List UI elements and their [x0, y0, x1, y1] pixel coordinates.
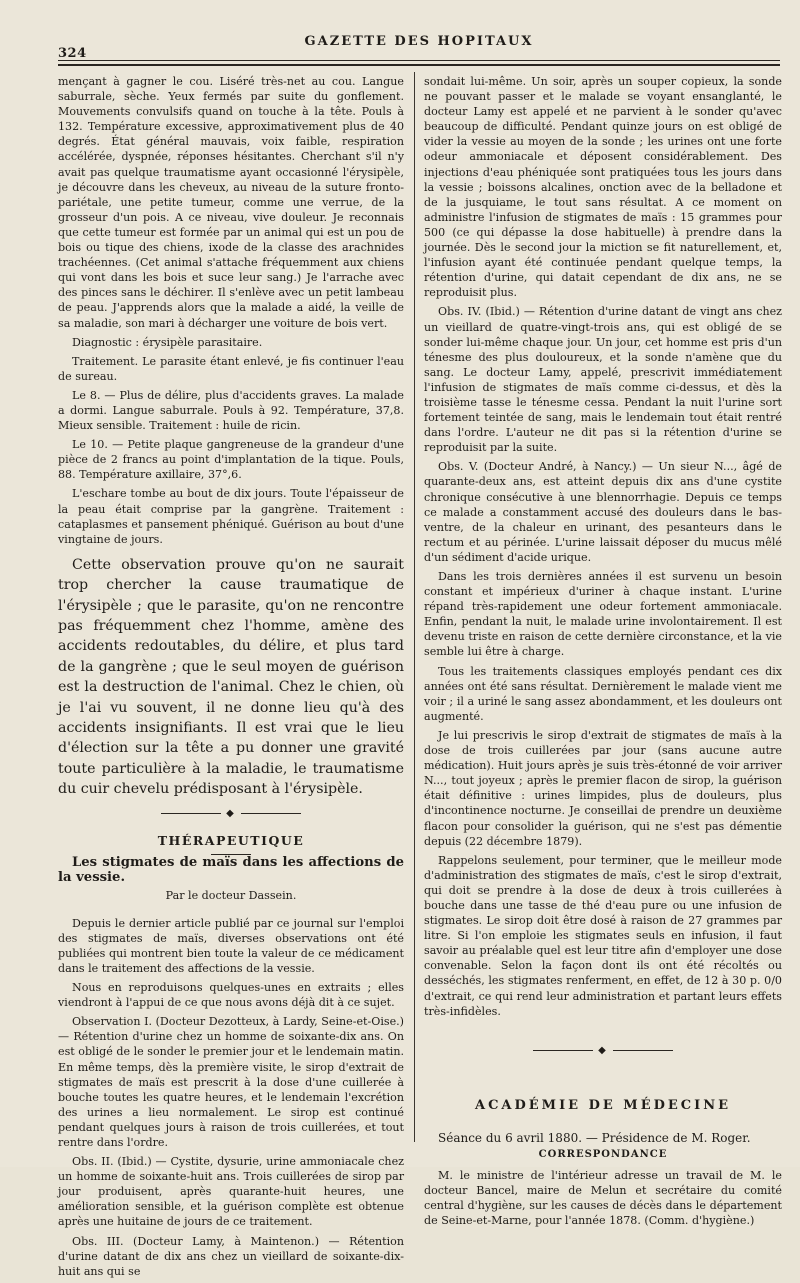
observation-5-paragraph-2: Dans les trois dernières années il est survenu un besoin constant et impérieux d'uriner à chaque instant. L'urine répand très-rapidement une odeur fortement ammoniacale. Enfin, pendant la nuit, le malade urine involontairement. Il est devenu triste en raison de cette dernière circonstance, et la vie semble lui être à charge. — [424, 570, 782, 659]
observation-5: Obs. V. (Docteur André, à Nancy.) — Un sieur N..., âgé de quarante-deux ans, est atteint depuis dix ans d'une cystite chronique consécutive à une blennorrhagie. Depuis ce temps ce malade a constamment accusé des douleurs dans le bas-ventre, de la chaleur en urinant, des pesanteurs dans le rectum et au périnée. L'urine laissait déposer du mucus mêlé d'un sédiment d'acide urique. — [424, 460, 782, 564]
intro-paragraph-2: Nous en reproduisons quelques-unes en extraits ; elles viendront à l'appui de ce que nous avons déjà dit à ce sujet. — [58, 981, 404, 1010]
treatment-paragraph: Traitement. Le parasite étant enlevé, je fis continuer l'eau de sureau. — [58, 354, 404, 383]
page-header — [58, 34, 780, 61]
observation-3-end: sondait lui-même. Un soir, après un souper copieux, la sonde ne pouvant passer et le malade se voyant ensanglanté, le docteur Lamy est appelé et ne parvient à le sonder qu'avec beaucoup de difficulté. Pendant quinze jours on est obligé de vider la vessie au moyen de la sonde ; les urines ont une forte odeur ammoniacale et déposent considérablement. Des injections d'eau phéniquée sont pratiquées tous les jours dans la vessie ; boissons alcalines, onction avec de la belladone et de la jusquiame, le tout sans résultat. A ce moment on administre l'infusion de stigmates de maïs : 15 grammes pour 500 (ce qui dépasse la dose habituelle) à prendre dans la journée. Dès le second jour la miction se fit naturellement, et, l'infusion ayant été continuée pendant quelque temps, la rétention d'urine, qui datait cependant de dix ans, ne se reproduisit plus. — [424, 75, 782, 300]
right-column — [424, 74, 782, 1232]
article-author: Par le docteur Dassein. — [165, 888, 297, 902]
header-rule — [58, 60, 780, 61]
observation-2: Obs. II. (Ibid.) — Cystite, dysurie, urine ammoniacale chez un homme de soixante-huit ans. Trois cuillerées de sirop par jour produisent, après quarante-huit heures, une amélioration sensible, et la guérison complète est obtenue après une huitaine de jours de ce traitement. — [58, 1155, 404, 1229]
observation-5-paragraph-3: Tous les traitements classiques employés pendant ces dix années ont été sans résultat. Dernièrement le malade vient me voir ; il a uriné le sang assez abondamment, et les douleurs ont augmenté. — [424, 664, 782, 723]
header-rule-double — [58, 64, 780, 66]
ornament-divider: ◆ — [58, 808, 404, 819]
ministre-paragraph: M. le ministre de l'intérieur adresse un travail de M. le docteur Bancel, maire de Melun et secrétaire du comité central d'hygiène, sur les causes de décès dans le département de Seine-et-Marne, pour l'année 1878. (Comm. d'hygiène.) — [424, 1168, 782, 1227]
observation-4: Obs. IV. (Ibid.) — Rétention d'urine datant de vingt ans chez un vieillard de quatre-vingt-trois ans, qui est obligé de se sonder lui-même chaque jour. Un jour, cet homme est pris d'un ténesme des plus douloureux, et la sonde n'amène que du sang. Le docteur Lamy, appelé, prescrivit immédiatement l'infusion de stigmates de maïs comme ci-dessus, et dès la troisième tasse le ténesme cessa. Pendant la nuit l'urine sort fortement teintée de sang, mais le lendemain tout était rentré dans l'ordre. L'auteur ne dit pas si la rétention d'urine se reproduisit par la suite. — [424, 305, 782, 455]
observation-3-start: Obs. III. (Docteur Lamy, à Maintenon.) — Rétention d'urine datant de dix ans chez un vieillard de soixante-dix-huit ans qui se — [58, 1234, 404, 1278]
academie-title: ACADÉMIE DE MÉDECINE — [474, 1097, 731, 1113]
continued-paragraph: mençant à gagner le cou. Liséré très-net au cou. Langue saburrale, sèche. Yeux fermés par suite du gonflement. Mouvements convulsifs quand on touche à la tête. Pouls à 132. Température excessive, approximativement plus de 40 degrés. État général mauvais, voix faible, respiration accélérée, dyspnée, réponses hésitantes. Cherchant s'il n'y avait pas quelque traumatisme ayant occasionné l'érysipèle, je découvre dans les cheveux, au niveau de la suture fronto-pariétale, une petite tumeur, comme une verrue, de la grosseur d'un pois. A ce niveau, vive douleur. Je reconnais que cette tumeur est formée par un animal qui est un pou de bois ou tique des chiens, ixode de la classe des arachnides trachéennes. (Cet animal s'attache fréquemment aux chiens qui vont dans les bois et suce leur sang.) Je l'arrache avec des pinces sans le déchirer. Il s'enlève avec un petit lambeau de peau. J'apprends alors que la malade a aidé, la veille de sa maladie, son mari à décharger une voiture de bois vert. — [58, 75, 404, 330]
page-number: 324 — [58, 46, 87, 61]
intro-paragraph-1: Depuis le dernier article publié par ce journal sur l'emploi des stigmates de maïs, diverses observations ont été publiées qui montrent bien toute la valeur de ce médicament dans le traitement des affections de la vessie. — [58, 916, 404, 975]
column-divider — [414, 72, 415, 1142]
diagnostic-paragraph: Diagnostic : érysipèle parasitaire. — [72, 335, 263, 349]
day-8-paragraph: Le 8. — Plus de délire, plus d'accidents graves. La malade a dormi. Langue saburrale. Pouls à 92. Température, 37,8. Mieux sensible. Traitement : huile de ricin. — [58, 388, 404, 433]
conclusion-paragraph: Cette observation prouve qu'on ne saurait trop chercher la cause traumatique de l'érysipèle ; que le parasite, qu'on ne rencontre pas fréquemment chez l'homme, amène des accidents redoutables, du délire, et plus tard de la gangrène ; que le seul moyen de guérison est la destruction de l'animal. Chez le chien, où je l'ai vu souvent, il ne donne lieu qu'à des accidents insignifiants. Il est vrai que le lieu d'élection sur la tête a pu donner une gravité toute particulière à la maladie, le traumatisme du cuir chevelu prédisposant à l'érysipèle. — [58, 556, 404, 798]
seance-line: Séance du 6 avril 1880. — Présidence de M. Roger. — [438, 1130, 751, 1145]
left-column — [58, 74, 404, 1283]
correspondance-heading: CORRESPONDANCE — [538, 1148, 668, 1160]
closing-paragraph: Rappelons seulement, pour terminer, que le meilleur mode d'administration des stigmates de maïs, c'est le sirop d'extrait, qui doit se prendre à la dose de deux à trois cuillerées à bouche dans une tasse de thé d'eau pure ou une infusion de stigmates. Le sirop doit être dosé à raison de 27 grammes par litre. Si l'on emploie les stigmates seuls en infusion, il faut savoir au préalable quel est leur titre afin d'employer une dose convenable. Selon la façon dont ils ont été récoltés ou desséchés, les stigmates renferment, en effet, de 12 à 30 p. 0/0 d'extrait, ce qui rend leur administration et partant leurs effets très-infidèles. — [424, 853, 782, 1018]
eschare-paragraph: L'eschare tombe au bout de dix jours. Toute l'épaisseur de la peau était comprise par la gangrène. Traitement : cataplasmes et pansement phéniqué. Guérison au bout d'une vingtaine de jours. — [58, 487, 404, 546]
day-10-paragraph: Le 10. — Petite plaque gangreneuse de la grandeur d'une pièce de 2 francs au point d'implantation de la tique. Pouls, 88. Température axillaire, 37°,6. — [58, 438, 404, 482]
section-title: THÉRAPEUTIQUE — [157, 832, 305, 848]
ornament-divider-right: ◆ — [424, 1045, 782, 1056]
observation-5-paragraph-4: Je lui prescrivis le sirop d'extrait de stigmates de maïs à la dose de trois cuillerées par jour (sans aucune autre médication). Huit jours après je suis très-étonné de voir arriver N..., tout joyeux ; après le premier flacon de sirop, la guérison était définitive : urines limpides, plus de douleurs, plus d'incontinence nocturne. Je conseillai de prendre un deuxième flacon pour consolider la guérison, qui ne s'est pas démentie depuis (22 décembre 1879). — [424, 728, 782, 848]
article-title: Les stigmates de maïs dans les affections de la vessie. — [58, 854, 404, 885]
running-title: GAZETTE DES HOPITAUX — [304, 34, 534, 49]
observation-1: Observation I. (Docteur Dezotteux, à Lardy, Seine-et-Oise.) — Rétention d'urine chez un homme de soixante-dix ans. On est obligé de le sonder le premier jour et le lendemain matin. En même temps, dès la première visite, le sirop d'extrait de stigmates de maïs est prescrit à la dose d'une cuillerée à bouche toutes les quatre heures, et le lendemain l'excrétion des urines a lieu normalement. Le sirop est continué pendant quelques jours à raison de trois cuillerées, et tout rentre dans l'ordre. — [58, 1015, 404, 1149]
